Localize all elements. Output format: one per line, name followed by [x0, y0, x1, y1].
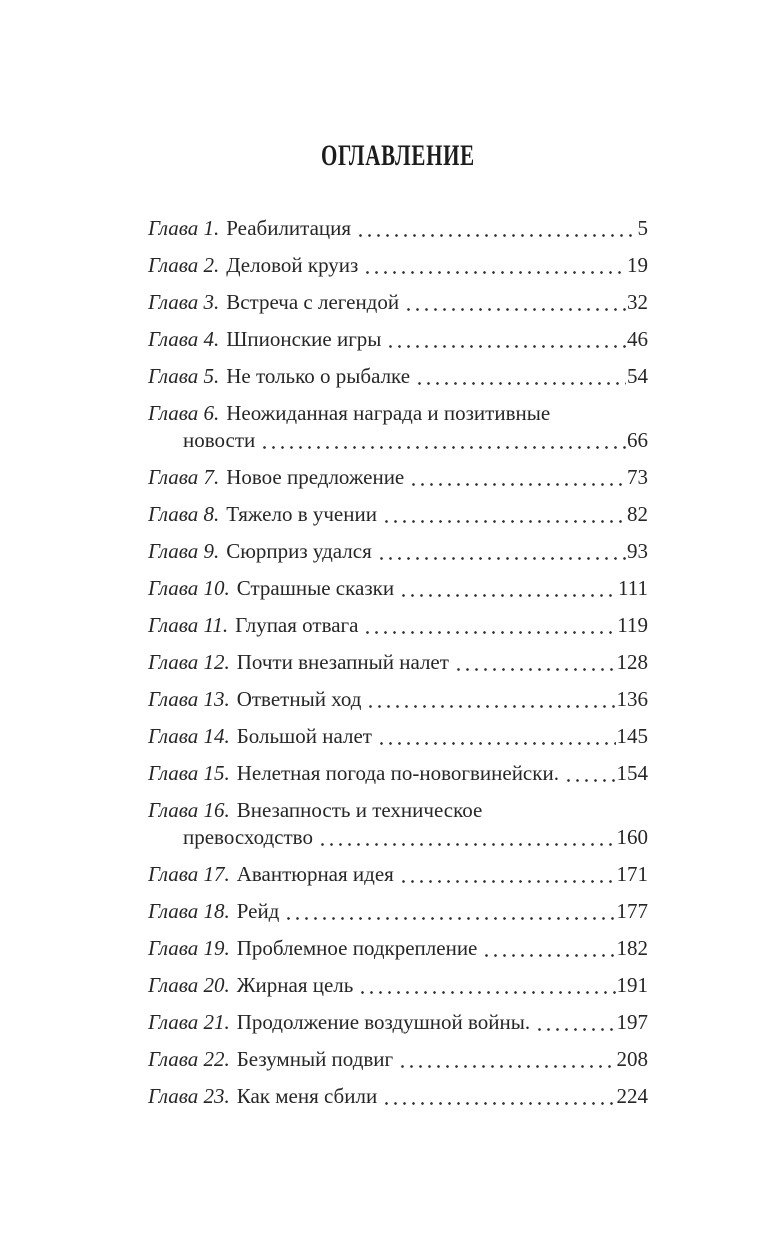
- page-number: 171: [616, 862, 648, 886]
- chapter-title: Неожиданная награда и позитивные: [226, 401, 551, 425]
- toc-entry: [148, 252, 648, 279]
- chapter-label: Глава 10.: [148, 576, 230, 600]
- chapter-title: Новое предложение: [226, 465, 405, 489]
- dot-leader: [354, 234, 636, 237]
- toc-entry: [148, 649, 648, 676]
- dot-leader: [282, 917, 615, 920]
- page-number: 19: [627, 253, 648, 277]
- chapter-title: Безумный подвиг: [236, 1047, 394, 1071]
- chapter-label: Глава 9.: [148, 539, 220, 563]
- chapter-title: Большой налет: [236, 724, 372, 748]
- dot-leader: [562, 779, 616, 782]
- page-number: 191: [616, 973, 648, 997]
- page-number: 136: [616, 687, 648, 711]
- toc-entry: [148, 464, 648, 491]
- page-number: 93: [627, 539, 648, 563]
- chapter-label: Глава 23.: [148, 1084, 230, 1108]
- page-number: 224: [616, 1084, 648, 1108]
- toc-entry: [148, 575, 648, 602]
- chapter-label: Глава 14.: [148, 724, 230, 748]
- dot-leader: [533, 1028, 615, 1031]
- toc-entry: [148, 289, 648, 316]
- toc-entry: [148, 760, 648, 787]
- dot-leader: [402, 308, 626, 311]
- chapter-title: Не только о рыбалке: [226, 364, 411, 388]
- chapter-title: Продолжение воздушной войны.: [236, 1010, 531, 1034]
- chapter-title: Реабилитация: [226, 216, 352, 240]
- dot-leader: [397, 594, 617, 597]
- page-number: 66: [627, 428, 648, 452]
- toc-entry: [148, 400, 648, 454]
- chapter-label: Глава 15.: [148, 761, 230, 785]
- chapter-label: Глава 4.: [148, 327, 220, 351]
- toc-content: [148, 0, 648, 1110]
- chapter-title: Встреча с легендой: [226, 290, 400, 314]
- dot-leader: [396, 1065, 615, 1068]
- page-number: 154: [616, 761, 648, 785]
- page-number: 177: [616, 899, 648, 923]
- page-number: 182: [616, 936, 648, 960]
- page-title: [148, 140, 648, 172]
- toc-entry: [148, 215, 648, 242]
- toc-entry: [148, 501, 648, 528]
- chapter-label: Глава 16.: [148, 798, 230, 822]
- chapter-label: Глава 7.: [148, 465, 220, 489]
- page-number: 119: [617, 613, 648, 637]
- dot-leader: [375, 742, 616, 745]
- chapter-label: Глава 1.: [148, 216, 220, 240]
- page-number: 54: [627, 364, 648, 388]
- chapter-label: Глава 19.: [148, 936, 230, 960]
- chapter-label: Глава 21.: [148, 1010, 230, 1034]
- dot-leader: [356, 991, 615, 994]
- chapter-title: Проблемное подкрепление: [236, 936, 478, 960]
- page-number: 46: [627, 327, 648, 351]
- page-number: 160: [616, 825, 648, 849]
- page-number: 111: [618, 576, 648, 600]
- page-number: 82: [627, 502, 648, 526]
- chapter-title-continued: новости: [183, 428, 256, 452]
- chapter-title: Глупая отвага: [235, 613, 359, 637]
- chapter-title: Рейд: [236, 899, 280, 923]
- dot-leader: [361, 271, 626, 274]
- chapter-title: Страшные сказки: [236, 576, 395, 600]
- page-number: 32: [627, 290, 648, 314]
- chapter-title: Сюрприз удался: [226, 539, 372, 563]
- dot-leader: [364, 705, 615, 708]
- dot-leader: [413, 382, 626, 385]
- toc-entry: [148, 797, 648, 851]
- page-number: 128: [616, 650, 648, 674]
- dot-leader: [375, 557, 626, 560]
- dot-leader: [380, 520, 626, 523]
- dot-leader: [258, 446, 626, 449]
- toc-entry: [148, 861, 648, 888]
- chapter-label: Глава 5.: [148, 364, 220, 388]
- toc-entry: [148, 686, 648, 713]
- chapter-label: Глава 18.: [148, 899, 230, 923]
- dot-leader: [380, 1102, 615, 1105]
- chapter-label: Глава 8.: [148, 502, 220, 526]
- chapter-title: Нелетная погода по-новогвинейски.: [236, 761, 559, 785]
- page-number: 73: [627, 465, 648, 489]
- chapter-title: Авантюрная идея: [236, 862, 394, 886]
- page-number: 145: [616, 724, 648, 748]
- toc-entry: [148, 326, 648, 353]
- chapter-title: Ответный ход: [236, 687, 362, 711]
- page-title-text: ОГЛАВЛЕНИЕ: [321, 139, 475, 172]
- toc-entry: [148, 723, 648, 750]
- dot-leader: [384, 345, 626, 348]
- chapter-title: Шпионские игры: [226, 327, 382, 351]
- chapter-title: Тяжело в учении: [226, 502, 377, 526]
- chapter-label: Глава 3.: [148, 290, 220, 314]
- chapter-title-continued: превосходство: [183, 825, 313, 849]
- dot-leader: [407, 483, 626, 486]
- toc-entry: [148, 935, 648, 962]
- dot-leader: [361, 631, 616, 634]
- page-number: 5: [637, 216, 648, 240]
- chapter-label: Глава 17.: [148, 862, 230, 886]
- toc-entry: [148, 538, 648, 565]
- chapter-title: Внезапность и техническое: [236, 798, 483, 822]
- dot-leader: [480, 954, 615, 957]
- chapter-label: Глава 22.: [148, 1047, 230, 1071]
- dot-leader: [452, 668, 616, 671]
- chapter-label: Глава 11.: [148, 613, 229, 637]
- chapter-label: Глава 2.: [148, 253, 220, 277]
- toc-entry: [148, 1046, 648, 1073]
- chapter-label: Глава 12.: [148, 650, 230, 674]
- page-number: 208: [616, 1047, 648, 1071]
- page-number: 197: [616, 1010, 648, 1034]
- toc-entry: [148, 1083, 648, 1110]
- dot-leader: [316, 843, 616, 846]
- chapter-title: Почти внезапный налет: [236, 650, 449, 674]
- chapter-label: Глава 13.: [148, 687, 230, 711]
- chapter-title: Жирная цель: [236, 973, 354, 997]
- chapter-title: Деловой круиз: [226, 253, 359, 277]
- chapter-label: Глава 20.: [148, 973, 230, 997]
- toc-entry: [148, 898, 648, 925]
- toc-entry: [148, 1009, 648, 1036]
- dot-leader: [397, 880, 616, 883]
- toc-entry: [148, 972, 648, 999]
- table-of-contents: [148, 215, 648, 1110]
- toc-entry: [148, 363, 648, 390]
- chapter-title: Как меня сбили: [236, 1084, 378, 1108]
- toc-entry: [148, 612, 648, 639]
- chapter-label: Глава 6.: [148, 401, 220, 425]
